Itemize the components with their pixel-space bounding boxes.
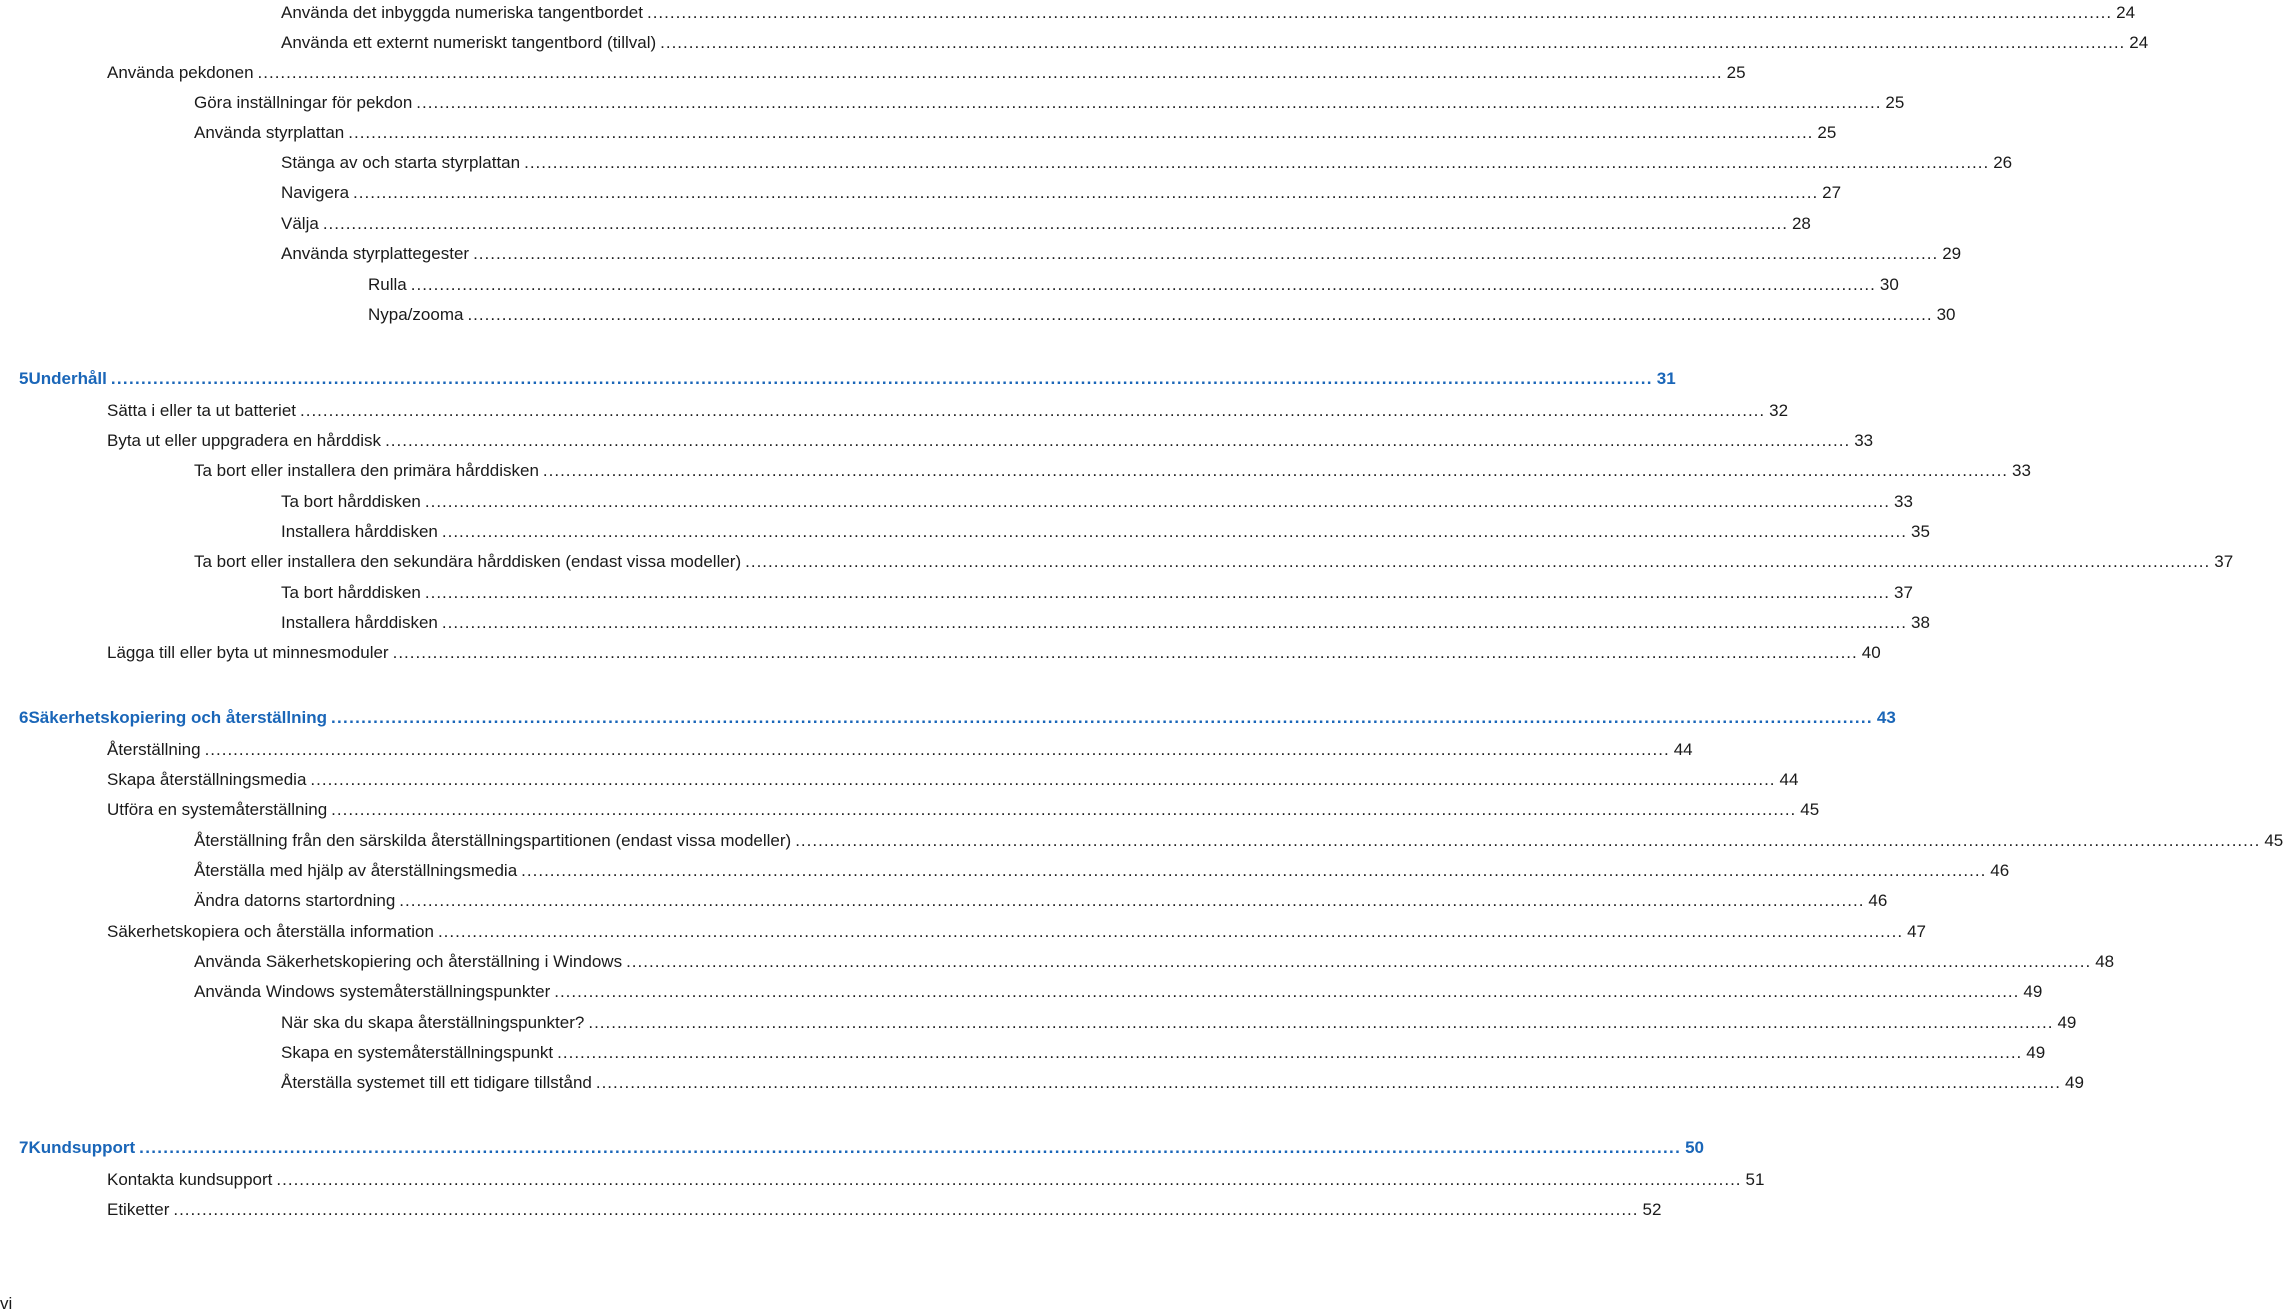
toc-leader-dots xyxy=(795,830,2260,852)
toc-entry[interactable] xyxy=(0,452,2031,482)
toc-entry[interactable] xyxy=(0,1191,1662,1221)
toc-entry-title: Återställa med hjälp av återställningsmedia xyxy=(194,861,518,880)
toc-entry[interactable] xyxy=(0,266,1899,296)
toc-leader-dots xyxy=(173,1199,1638,1221)
toc-entry-page: 40 xyxy=(1861,643,1881,662)
toc-leader-dots xyxy=(543,460,2008,482)
toc-entry-page: 52 xyxy=(1642,1200,1662,1219)
toc-chapter-number: 7 xyxy=(19,1138,29,1157)
toc-entry-title: Ta bort hårddisken xyxy=(281,583,421,602)
toc-entry-page: 33 xyxy=(2012,461,2031,480)
toc-entry-page: 47 xyxy=(1907,922,1926,941)
toc-entry-page: 45 xyxy=(2264,831,2283,850)
toc-entry[interactable] xyxy=(0,144,2013,174)
toc-entry-title: Använda ett externt numeriskt tangentbord (tillval) xyxy=(281,33,657,52)
toc-entry-title: Rulla xyxy=(368,275,407,294)
toc-leader-dots xyxy=(745,551,2210,573)
toc-entry[interactable] xyxy=(0,973,2043,1003)
toc-leader-dots xyxy=(416,92,1881,114)
toc-entry-page: 28 xyxy=(1791,214,1811,233)
toc-chapter-number: 6 xyxy=(19,708,29,727)
toc-leader-dots xyxy=(353,182,1818,204)
toc-entry-title: Ändra datorns startordning xyxy=(194,891,396,910)
toc-entry[interactable] xyxy=(0,1034,2046,1064)
toc-leader-dots xyxy=(385,430,1850,452)
toc-entry[interactable] xyxy=(0,24,2149,54)
toc-entry[interactable] xyxy=(0,1064,2084,1094)
toc-leader-dots xyxy=(660,32,2125,54)
toc-entry-page: 25 xyxy=(1885,93,1905,112)
toc-entry-title: Nypa/zooma xyxy=(368,305,464,324)
toc-leader-dots xyxy=(521,860,1986,882)
page-number: vi xyxy=(0,1294,13,1313)
toc-entry-page: 27 xyxy=(1822,183,1842,202)
toc-entry-title: Återställning xyxy=(107,740,201,759)
toc-entry[interactable] xyxy=(0,731,1693,761)
toc-entry-page: 24 xyxy=(2116,3,2136,22)
toc-leader-dots xyxy=(442,521,1907,543)
toc-entry[interactable] xyxy=(0,1161,1765,1191)
toc-leader-dots xyxy=(473,243,1938,265)
toc-entry-title: Ta bort hårddisken xyxy=(281,492,421,511)
toc-entry[interactable] xyxy=(0,483,1913,513)
toc-leader-dots xyxy=(467,304,1932,326)
toc-entry[interactable] xyxy=(0,604,1930,634)
toc-chapter-title: Säkerhetskopiering och återställning xyxy=(28,708,327,727)
toc-leader-dots xyxy=(331,799,1796,821)
toc-entry-title: Säkerhetskopiera och återställa information xyxy=(107,922,434,941)
toc-entry-page: 49 xyxy=(2064,1073,2084,1092)
toc-entry-page: 29 xyxy=(1942,244,1962,263)
toc-leader-dots xyxy=(310,769,1775,791)
toc-leader-dots xyxy=(557,1042,2022,1064)
toc-leader-dots xyxy=(111,368,1653,390)
toc-leader-dots xyxy=(588,1012,2053,1034)
toc-entry-title: Etiketter xyxy=(107,1200,170,1219)
toc-leader-dots xyxy=(626,951,2091,973)
toc-entry[interactable] xyxy=(0,1004,2077,1034)
toc-chapter[interactable] xyxy=(0,360,1676,390)
toc-entry-page: 46 xyxy=(1868,891,1888,910)
toc-entry[interactable] xyxy=(0,235,1962,265)
toc-entry-title: Använda styrplattan xyxy=(194,123,345,142)
toc-entry-title: Navigera xyxy=(281,183,350,202)
toc-leader-dots xyxy=(425,491,1890,513)
toc-chapter-page: 43 xyxy=(1876,708,1896,727)
toc-entry[interactable] xyxy=(0,54,1746,84)
toc-entry-page: 37 xyxy=(2214,552,2234,571)
toc-chapter[interactable] xyxy=(0,1129,1705,1159)
toc-entry-title: Använda pekdonen xyxy=(107,63,254,82)
toc-entry[interactable] xyxy=(0,543,2234,573)
toc-entry-title: Installera hårddisken xyxy=(281,613,438,632)
toc-leader-dots xyxy=(331,707,1873,729)
toc-leader-dots xyxy=(411,274,1876,296)
toc-leader-dots xyxy=(300,400,1765,422)
toc-chapter-page: 31 xyxy=(1656,369,1676,388)
toc-entry-title: Skapa återställningsmedia xyxy=(107,770,307,789)
toc-entry-title: Lägga till eller byta ut minnesmoduler xyxy=(107,643,389,662)
toc-entry[interactable] xyxy=(0,296,1956,326)
toc-entry-title: Återställa systemet till ett tidigare tillstånd xyxy=(281,1073,592,1092)
toc-entry-title: Kontakta kundsupport xyxy=(107,1170,273,1189)
toc-entry-title: Installera hårddisken xyxy=(281,522,438,541)
toc-entry-title: Göra inställningar för pekdon xyxy=(194,93,413,112)
toc-chapter-page: 50 xyxy=(1685,1138,1705,1157)
toc-entry-title: Välja xyxy=(281,214,319,233)
toc-entry-title: Använda styrplattegester xyxy=(281,244,470,263)
toc-entry-page: 26 xyxy=(1993,153,2013,172)
toc-leader-dots xyxy=(425,582,1890,604)
toc-leader-dots xyxy=(442,612,1907,634)
toc-entry-title: Ta bort eller installera den primära hårddisken xyxy=(194,461,539,480)
toc-chapter-title: Underhåll xyxy=(28,369,107,388)
toc-entry[interactable] xyxy=(0,205,1811,235)
toc-entry-title: Ta bort eller installera den sekundära hårddisken (endast vissa modeller) xyxy=(194,552,742,571)
toc-leader-dots xyxy=(205,739,1670,761)
toc-entry-page: 25 xyxy=(1817,123,1837,142)
toc-entry-page: 45 xyxy=(1800,800,1820,819)
toc-entry[interactable] xyxy=(0,852,2010,882)
toc-leader-dots xyxy=(524,152,1989,174)
toc-entry[interactable] xyxy=(0,822,2283,852)
toc-entry-page: 25 xyxy=(1726,63,1746,82)
toc-entry[interactable] xyxy=(0,84,1905,114)
toc-entry[interactable] xyxy=(0,791,1820,821)
toc-entry[interactable] xyxy=(0,0,2136,24)
toc-leader-dots xyxy=(399,890,1864,912)
toc-entry[interactable] xyxy=(0,513,1930,543)
toc-entry-page: 37 xyxy=(1894,583,1913,602)
toc-entry-title: När ska du skapa återställningspunkter? xyxy=(281,1013,585,1032)
toc-entry-title: Stänga av och starta styrplattan xyxy=(281,153,521,172)
toc-leader-dots xyxy=(276,1169,1741,1191)
toc-entry[interactable] xyxy=(0,174,1842,204)
toc-entry-title: Använda Windows systemåterställningspunkter xyxy=(194,982,551,1001)
toc-entry-title: Byta ut eller uppgradera en hårddisk xyxy=(107,431,382,450)
toc-entry[interactable] xyxy=(0,392,1789,422)
toc-entry-title: Använda det inbyggda numeriska tangentbordet xyxy=(281,3,643,22)
toc-entry-page: 30 xyxy=(1936,305,1956,324)
toc-entry-page: 48 xyxy=(2095,952,2115,971)
toc-entry[interactable] xyxy=(0,422,1874,452)
toc-entry-title: Utföra en systemåterställning xyxy=(107,800,328,819)
toc-entry-page: 35 xyxy=(1911,522,1930,541)
toc-entry[interactable] xyxy=(0,634,1881,664)
toc-leader-dots xyxy=(438,921,1903,943)
toc-leader-dots xyxy=(596,1072,2061,1094)
toc-entry[interactable] xyxy=(0,574,1913,604)
toc-entry-page: 32 xyxy=(1769,401,1789,420)
toc-entry-page: 44 xyxy=(1779,770,1799,789)
toc-entry-title: Skapa en systemåterställningspunkt xyxy=(281,1043,554,1062)
toc-entry-page: 24 xyxy=(2129,33,2149,52)
toc-entry[interactable] xyxy=(0,913,1926,943)
toc-leader-dots xyxy=(323,213,1788,235)
toc-entry-page: 38 xyxy=(1911,613,1930,632)
toc-entry-page: 49 xyxy=(2023,982,2043,1001)
toc-chapter-title: Kundsupport xyxy=(28,1138,136,1157)
toc-leader-dots xyxy=(139,1137,1681,1159)
toc-leader-dots xyxy=(348,122,1813,144)
toc-entry-page: 44 xyxy=(1673,740,1693,759)
toc-leader-dots xyxy=(393,642,1858,664)
toc-entry-page: 33 xyxy=(1894,492,1913,511)
toc-chapter-number: 5 xyxy=(19,369,29,388)
toc-chapter[interactable] xyxy=(0,699,1896,729)
toc-entry-page: 51 xyxy=(1745,1170,1765,1189)
toc-leader-dots xyxy=(258,62,1723,84)
toc-leader-dots xyxy=(647,2,2112,24)
toc-entry-title: Återställning från den särskilda återställningspartitionen (endast vissa modeller) xyxy=(194,831,792,850)
toc-entry[interactable] xyxy=(0,882,1888,912)
toc-entry-page: 46 xyxy=(1990,861,2010,880)
toc-entry-page: 33 xyxy=(1854,431,1874,450)
toc-entry-page: 49 xyxy=(2026,1043,2046,1062)
toc-entry[interactable] xyxy=(0,761,1799,791)
toc-entry[interactable] xyxy=(0,114,1837,144)
toc-entry-page: 49 xyxy=(2057,1013,2077,1032)
toc-entry[interactable] xyxy=(0,943,2115,973)
toc-entry-title: Använda Säkerhetskopiering och återställning i Windows xyxy=(194,952,623,971)
toc-entry-title: Sätta i eller ta ut batteriet xyxy=(107,401,296,420)
toc-leader-dots xyxy=(554,981,2019,1003)
toc-entry-page: 30 xyxy=(1879,275,1899,294)
